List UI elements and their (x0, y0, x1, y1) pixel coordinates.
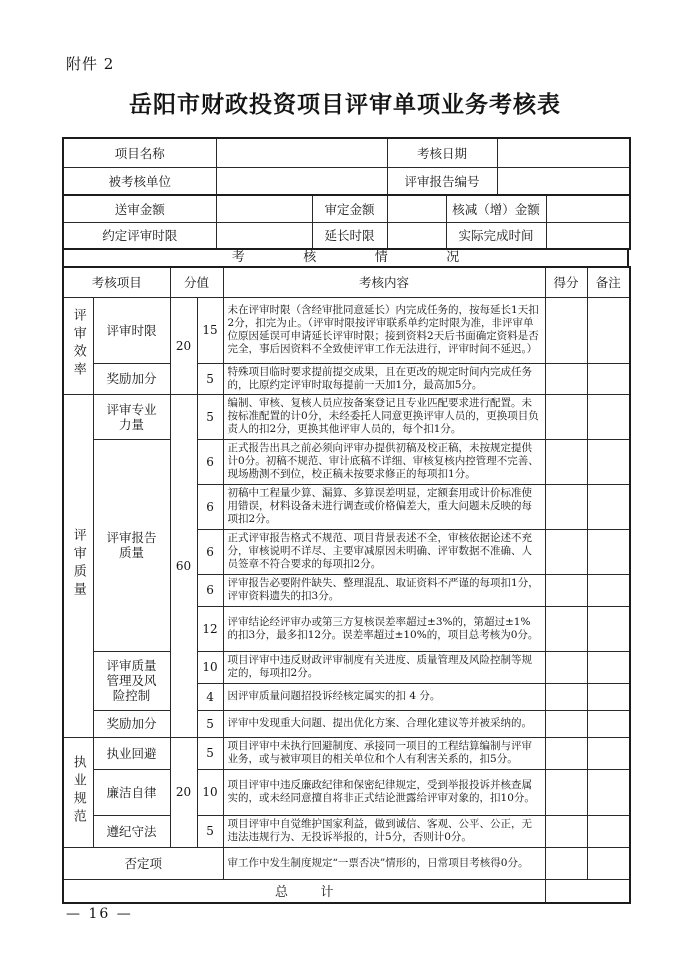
subitem-label: 执业回避 (93, 737, 170, 769)
total-score-cell (545, 879, 630, 903)
column-header-row (63, 267, 630, 297)
table-row (63, 651, 630, 683)
attachment-label: 附件 2 (66, 55, 115, 73)
agreed-limit-label: 约定评审时限 (63, 222, 216, 249)
project-name-label: 项目名称 (63, 138, 216, 167)
approved-amount-label: 审定金额 (312, 195, 387, 222)
table-row (63, 769, 630, 815)
actual-finish-label: 实际完成时间 (446, 222, 546, 249)
gained-cell (545, 574, 587, 606)
item-score: 15 (197, 297, 223, 363)
submitted-amount-value (216, 195, 312, 222)
total-label: 总计 (63, 879, 545, 903)
item-score: 5 (197, 394, 223, 439)
gained-cell (545, 737, 587, 769)
group-label-practice: 执业规范 (63, 737, 93, 847)
item-score: 10 (197, 769, 223, 815)
reduction-amount-label: 核减（增）金额 (446, 195, 546, 222)
item-score: 12 (197, 606, 223, 651)
assessed-unit-value (216, 167, 387, 195)
gained-cell (545, 710, 587, 737)
item-content: 评审结论经评审办或第三方复核误差率超过±3%的，第超过±1%的扣3分，最多扣12分。误差率超过±10%的，项目总考核为0分。 (223, 606, 545, 651)
gained-cell (545, 439, 587, 484)
remark-cell (587, 606, 630, 651)
item-score: 10 (197, 651, 223, 683)
table-row (63, 815, 630, 847)
gained-cell (545, 651, 587, 683)
item-score: 4 (197, 683, 223, 710)
item-content: 评审报告必要附件缺失、整理混乱、取证资料不严谨的每项扣1分，评审资料遗失的扣3分。 (223, 574, 545, 606)
item-content: 评审中发现重大问题、提出优化方案、合理化建议等并被采纳的。 (223, 710, 545, 737)
gained-cell (545, 815, 587, 847)
remark-cell (587, 769, 630, 815)
assessed-unit-label: 被考核单位 (63, 167, 216, 195)
col-header-remark: 备注 (587, 267, 630, 297)
table-row (63, 297, 630, 363)
gained-cell (545, 683, 587, 710)
subitem-label: 评审专业力量 (93, 394, 170, 439)
remark-cell (587, 847, 630, 879)
item-score: 5 (197, 737, 223, 769)
page-number: — 16 — (66, 906, 133, 922)
veto-content: 审工作中发生制度规定“一票否决”情形的，日常项目考核得0分。 (223, 847, 545, 879)
reduction-amount-value (546, 195, 630, 222)
item-score: 6 (197, 484, 223, 529)
subitem-label: 遵纪守法 (93, 815, 170, 847)
item-content: 项目评审中违反财政评审制度有关进度、质量管理及风险控制等规定的，每项扣2分。 (223, 651, 545, 683)
col-header-score: 分值 (170, 267, 223, 297)
subitem-label: 评审时限 (93, 297, 170, 363)
remark-cell (587, 529, 630, 574)
remark-cell (587, 439, 630, 484)
gained-cell (545, 394, 587, 439)
item-content: 正式报告出具之前必须向评审办提供初稿及校正稿，未按规定提供计0分。初稿不规范、审计底稿不详细、审核复核内控管理不完善、现场勘测不到位，校正稿未按要求修正的每项扣1分。 (223, 439, 545, 484)
agreed-limit-value (216, 222, 312, 249)
gained-cell (545, 769, 587, 815)
item-score: 6 (197, 529, 223, 574)
veto-row (63, 847, 630, 879)
remark-cell (587, 683, 630, 710)
item-content: 特殊项目临时要求提前提交成果，且在更改的规定时间内完成任务的，比原约定评审时取每提前一天加1分，最高加5分。 (223, 363, 545, 394)
report-no-label: 评审报告编号 (387, 167, 497, 195)
gained-cell (545, 529, 587, 574)
approved-amount-value (387, 195, 446, 222)
submitted-amount-label: 送审金额 (63, 195, 216, 222)
report-no-value (497, 167, 630, 195)
assess-date-label: 考核日期 (387, 138, 497, 167)
table-row (63, 439, 630, 484)
remark-cell (587, 394, 630, 439)
item-content: 因评审质量问题招投诉经核定属实的扣 4 分。 (223, 683, 545, 710)
group-total-score: 20 (170, 737, 197, 847)
remark-cell (587, 363, 630, 394)
item-content: 项目评审中自觉维护国家利益，做到诚信、客观、公平、公正，无违法违规行为、无投诉举报的，计5分，否则计0分。 (223, 815, 545, 847)
extended-limit-label: 延长时限 (312, 222, 387, 249)
assessment-section-header: 考核情况 (62, 248, 629, 268)
veto-label: 否定项 (63, 847, 223, 879)
item-score: 5 (197, 815, 223, 847)
table-row (63, 710, 630, 737)
col-header-gained: 得分 (545, 267, 587, 297)
group-total-score: 20 (170, 297, 197, 394)
item-content: 项目评审中违反廉政纪律和保密纪律规定，受到举报投诉并核查属实的，或未经同意擅自将非正式结论泄露给评审对象的，扣10分。 (223, 769, 545, 815)
remark-cell (587, 651, 630, 683)
info-table-bottom (62, 194, 631, 250)
total-row (63, 879, 630, 903)
assess-date-value (497, 138, 630, 167)
remark-cell (587, 297, 630, 363)
item-score: 6 (197, 574, 223, 606)
item-score: 6 (197, 439, 223, 484)
item-content: 编制、审核、复核人员应按备案登记且专业匹配要求进行配置。未按标准配置的计0分，未经委托人同意更换评审人员的，更换项目负责人的扣2分，更换其他评审人员的，每个扣1分。 (223, 394, 545, 439)
item-content: 未在评审时限（含经审批同意延长）内完成任务的，按每延长1天扣2分，扣完为止。（评审时限按评审联系单约定时限为准，非评审单位原因延误可申请延长评审时限；接到资料2天后书面确定资料是否完全，事后因资料不全致使评审工作无法进行，评审时间不延迟。） (223, 297, 545, 363)
remark-cell (587, 815, 630, 847)
subitem-label: 评审报告质量 (93, 439, 170, 651)
subitem-label: 廉洁自律 (93, 769, 170, 815)
item-content: 初稿中工程量少算、漏算、多算误差明显，定额套用或计价标准使用错误，材料设备未进行调查或价格偏差大，重大问题未反映的每项扣2分。 (223, 484, 545, 529)
table-row (63, 394, 630, 439)
item-content: 正式评审报告格式不规范、项目背景表述不全，审核依据论述不充分，审核说明不详尽、主要审减原因未明确、评审数据不准确、人员签章不符合要求的每项扣2分。 (223, 529, 545, 574)
group-label-efficiency: 评审效率 (63, 297, 93, 394)
gained-cell (545, 363, 587, 394)
gained-cell (545, 606, 587, 651)
subitem-label: 奖励加分 (93, 363, 170, 394)
table-row (63, 363, 630, 394)
subitem-label: 奖励加分 (93, 710, 170, 737)
subitem-label: 评审质量管理及风险控制 (93, 651, 170, 710)
gained-cell (545, 484, 587, 529)
extended-limit-value (387, 222, 446, 249)
col-header-content: 考核内容 (223, 267, 545, 297)
col-header-item: 考核项目 (63, 267, 170, 297)
info-table-top (62, 137, 631, 196)
item-content: 项目评审中未执行回避制度、承接同一项目的工程结算编制与评审业务，或与被审项目的相关单位和个人有利害关系的，扣5分。 (223, 737, 545, 769)
remark-cell (587, 710, 630, 737)
remark-cell (587, 574, 630, 606)
group-total-score: 60 (170, 394, 197, 737)
project-name-value (216, 138, 387, 167)
remark-cell (587, 737, 630, 769)
page-title: 岳阳市财政投资项目评审单项业务考核表 (129, 92, 561, 118)
remark-cell (587, 484, 630, 529)
group-label-quality: 评审质量 (63, 394, 93, 737)
gained-cell (545, 847, 587, 879)
item-score: 5 (197, 363, 223, 394)
assessment-table (62, 266, 631, 904)
actual-finish-value (546, 222, 630, 249)
item-score: 5 (197, 710, 223, 737)
table-row (63, 737, 630, 769)
gained-cell (545, 297, 587, 363)
form-table-area (62, 137, 629, 904)
